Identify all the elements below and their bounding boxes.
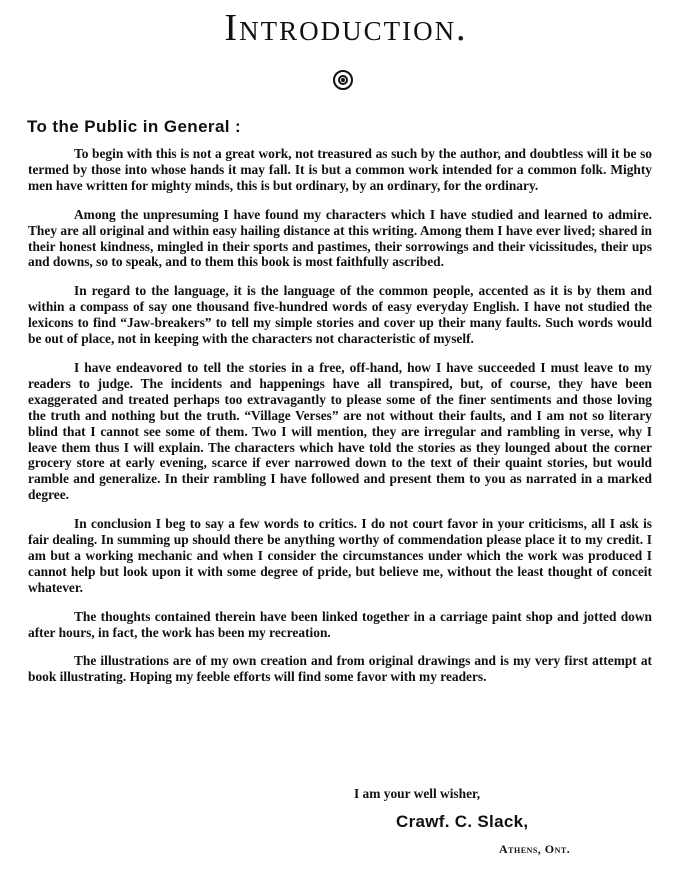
- author-location: Athens, Ont.: [499, 842, 571, 856]
- paragraph-7: The illustrations are of my own creation and from original drawings and is my very first attempt at book illustrating. Hoping my feeble efforts will find some favor with my readers.: [28, 653, 652, 685]
- section-heading: To the Public in General :: [27, 117, 242, 136]
- paragraph-4: I have endeavored to tell the stories in a free, off-hand, how I have succeeded I must leave to my readers to judge. The incidents and happenings have all transpired, but, of course, they have been exaggerated and treated perhaps too extravagantly to please some of the finer sentiments and those loving the truth and nothing but the truth. “Village Verses” are not without their faults, and I am not so literary blind that I cannot see some of them. Two I will mention, they are irregular and rambling in verse, why I leave them thus I will explain. The characters which have told the stories as they lounged about the corner grocery store at early evening, scarce if ever narrowed down to the text of their quaint stories, but would ramble and generalize. In their rambling I have followed and present them to you as narrated in a marked degree.: [28, 359, 652, 503]
- page-title: Introduction.: [224, 7, 468, 49]
- paragraph-2: Among the unpresuming I have found my characters which I have studied and learned to admire. They are all original and within easy hailing distance at this writing. Among them I have ever lived; shared in their honest kindness, mingled in their sports and pastimes, their sorrowings and their vicissitudes, their ups and downs, so to speak, and to them this book is most faithfully ascribed.: [28, 206, 652, 270]
- paragraph-5: In conclusion I beg to say a few words to critics. I do not court favor in your criticisms, all I ask is fair dealing. In summing up should there be anything worthy of commendation please place it to my credit. I am but a working mechanic and when I consider the circumstances under which the work was produced I cannot help but look upon it with some degree of pride, but believe me, without the least thought of conceit whatever.: [28, 516, 652, 595]
- paragraph-1: To begin with this is not a great work, not treasured as such by the author, and doubtless will it be so termed by those into whose hands it may fall. It is but a common work intended for a common folk. Mighty men have written for mighty minds, this is but ordinary, by an ordinary, for the ordinary.: [28, 146, 652, 193]
- paragraph-3: In regard to the language, it is the language of the common people, accented as it is by them and within a compass of say one thousand five-hundred words of easy everyday English. I have not studied the lexicons to find “Jaw-breakers” to tell my simple stories and cover up their many faults. Such words would be out of place, not in keeping with the characters not characteristic of myself.: [28, 283, 652, 347]
- signoff-line: I am your well wisher,: [354, 786, 481, 801]
- paragraph-6: The thoughts contained therein have been linked together in a carriage paint shop and jotted down after hours, in fact, the work has been my recreation.: [28, 608, 652, 640]
- body-text: [28, 146, 652, 698]
- concentric-circles-icon: [333, 70, 353, 90]
- author-signature: Crawf. C. Slack,: [396, 812, 529, 831]
